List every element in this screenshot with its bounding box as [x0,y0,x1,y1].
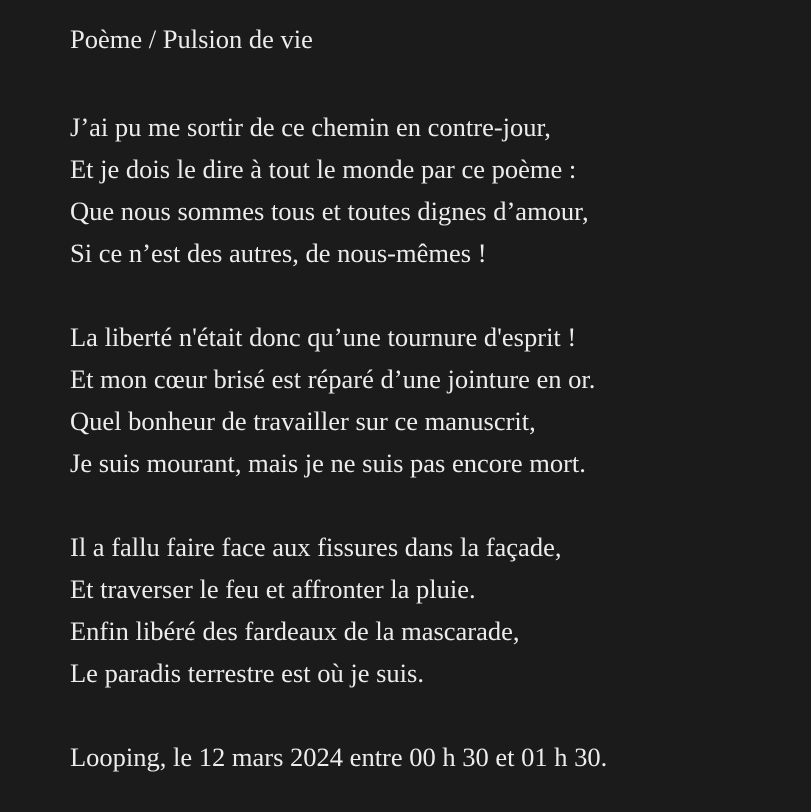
poem-line: Je suis mourant, mais je ne suis pas encore mort. [70,448,586,478]
poem-title: Poème / Pulsion de vie [70,24,313,54]
stanza-3 [70,526,741,694]
poem-line: Le paradis terrestre est où je suis. [70,658,424,688]
poem-line: J’ai pu me sortir de ce chemin en contre-jour, [70,112,551,142]
poem-line: Que nous sommes tous et toutes dignes d’amour, [70,196,589,226]
poem-signature: Looping, le 12 mars 2024 entre 00 h 30 et 01 h 30. [70,742,608,772]
poem-line: Quel bonheur de travailler sur ce manuscrit, [70,406,536,436]
stanza-1 [70,106,741,274]
poem-line: Enfin libéré des fardeaux de la mascarade, [70,616,520,646]
poem-line: Et je dois le dire à tout le monde par ce poème : [70,154,577,184]
stanza-2 [70,316,741,484]
poem-line: Si ce n’est des autres, de nous-mêmes ! [70,238,487,268]
poem-line: La liberté n'était donc qu’une tournure d'esprit ! [70,322,577,352]
poem-line: Il a fallu faire face aux fissures dans la façade, [70,532,562,562]
poem-line: Et traverser le feu et affronter la pluie. [70,574,476,604]
poem-line: Et mon cœur brisé est réparé d’une jointure en or. [70,364,596,394]
